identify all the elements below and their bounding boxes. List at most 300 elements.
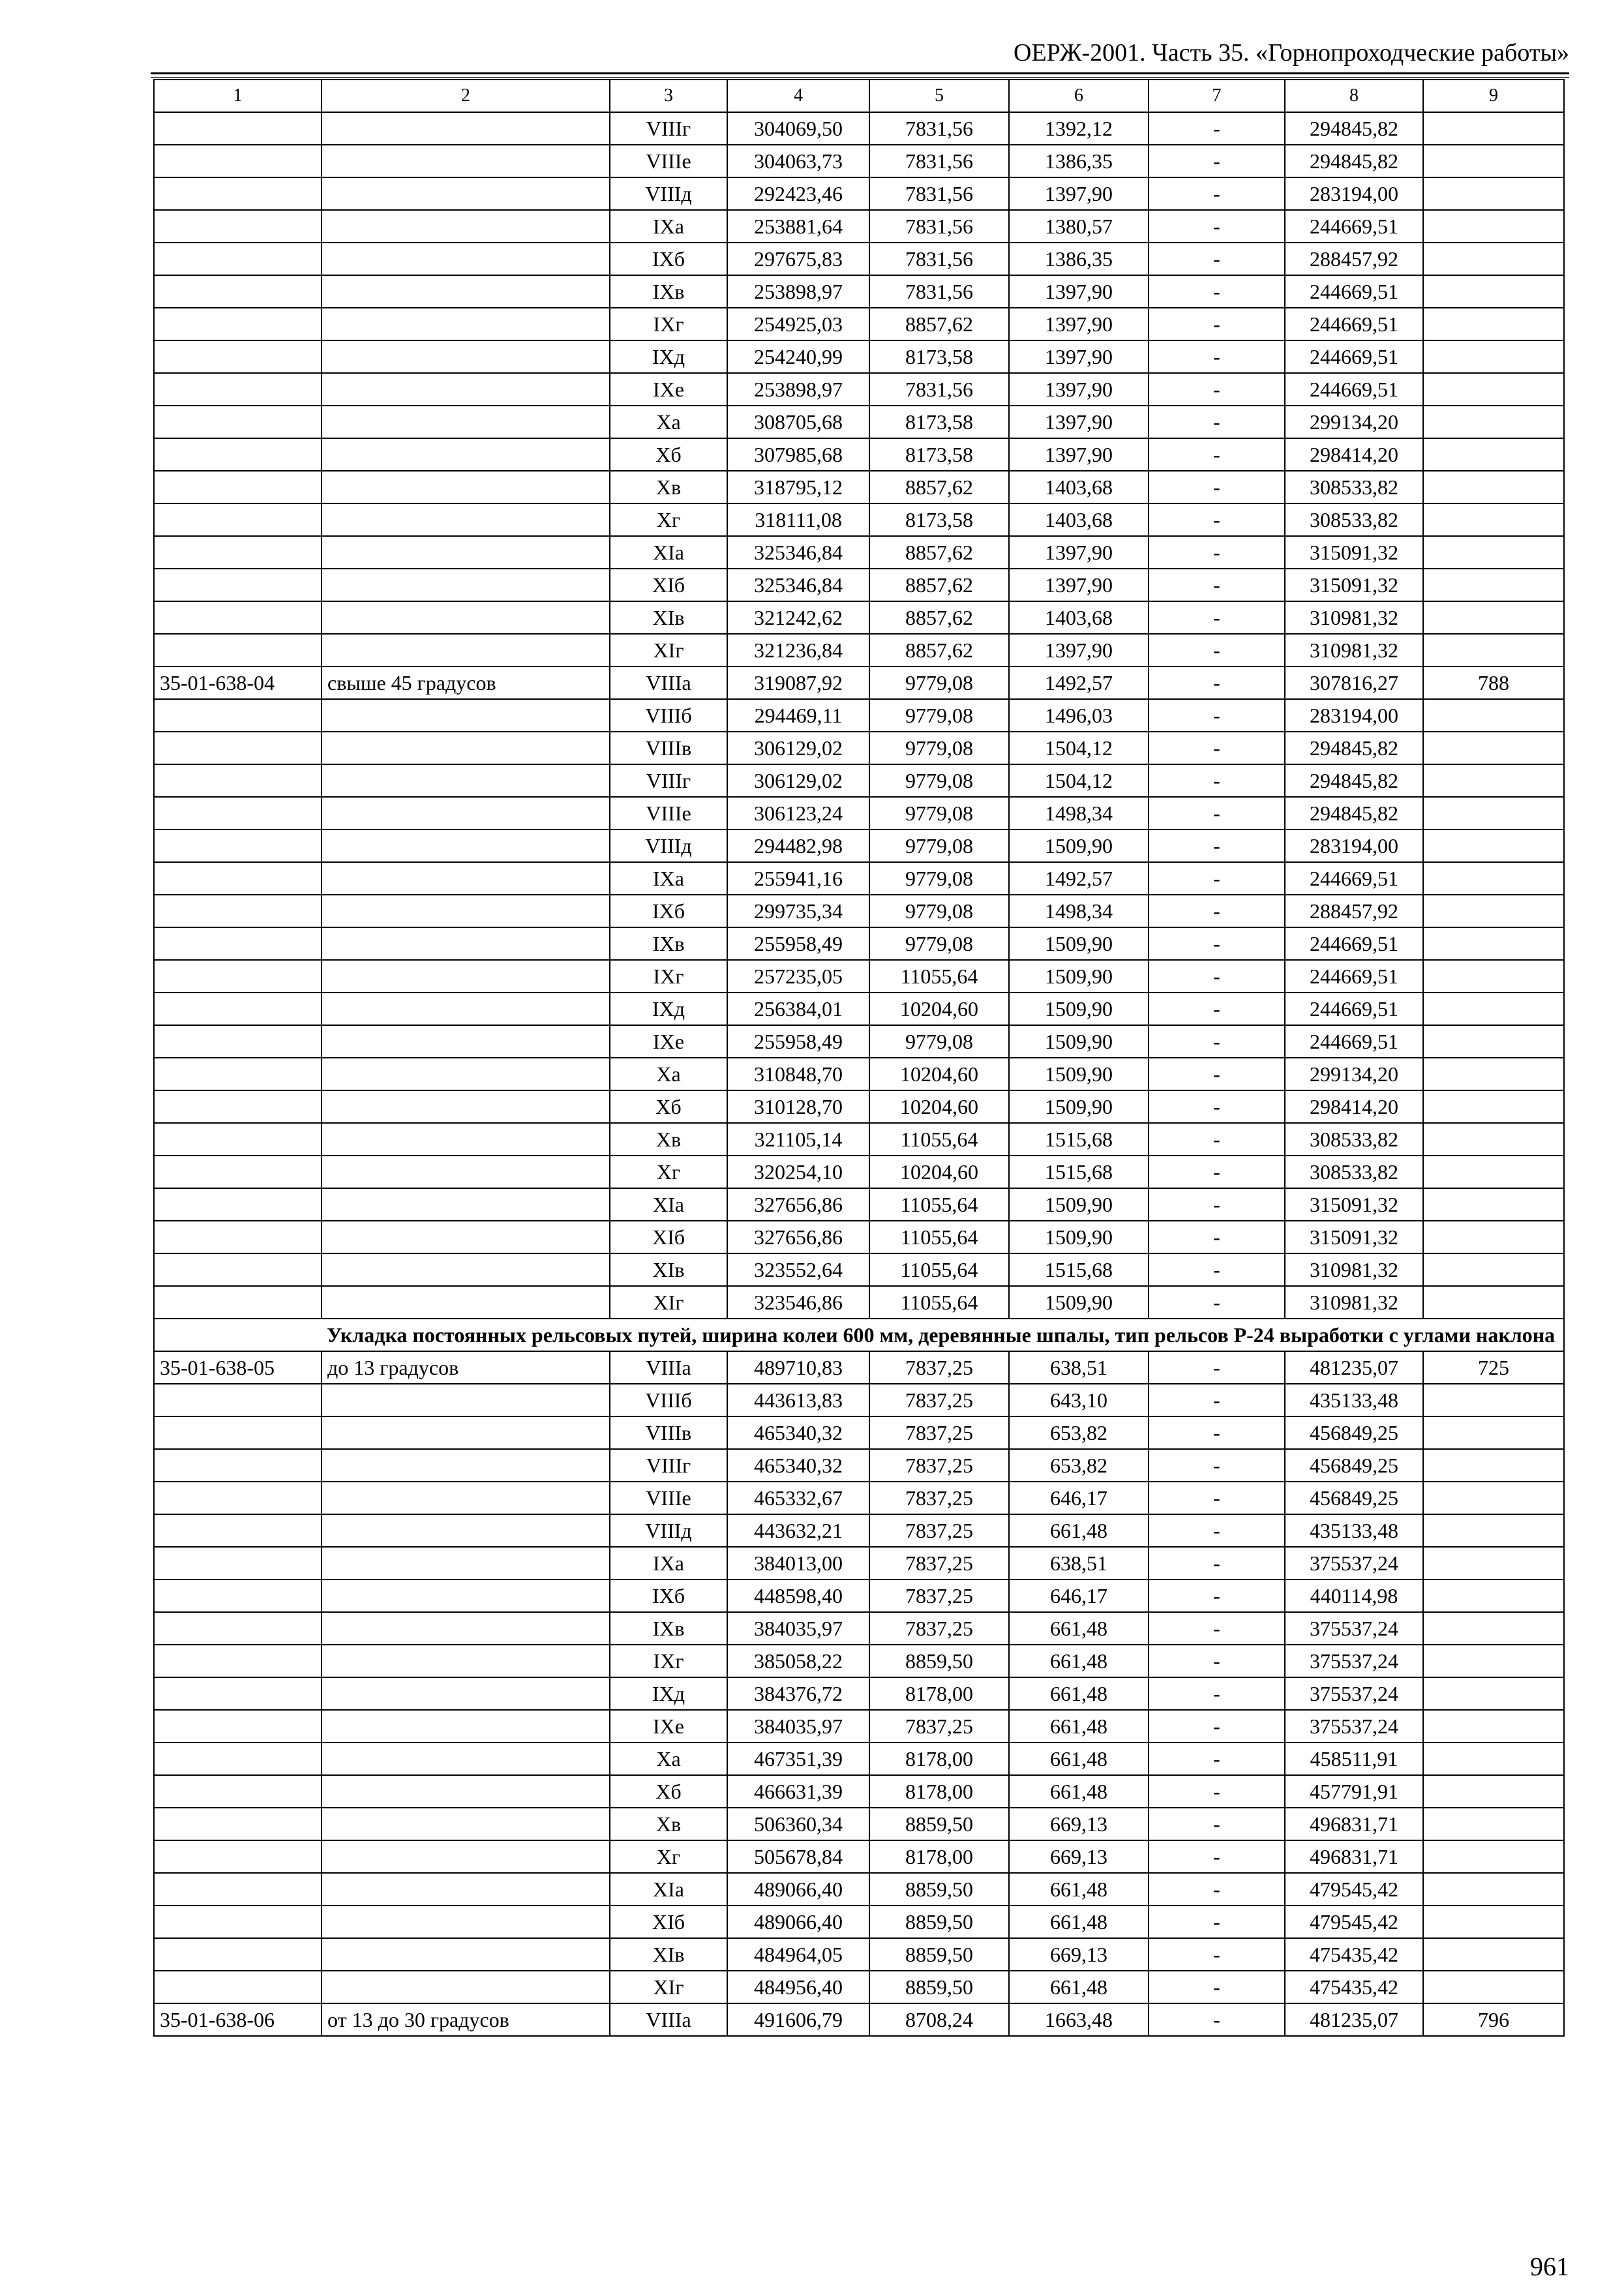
column-number: 9: [1423, 80, 1564, 112]
section-title: Укладка постоянных рельсовых путей, ширина колеи 600 мм, деревянные шпалы, тип рельсов Р-24 выработки с углами наклона: [322, 1319, 1564, 1351]
rate-code-cell: [154, 634, 322, 666]
machine-cost-cell: 1386,35: [1009, 243, 1149, 275]
operator-wage-cell: -: [1149, 1058, 1285, 1090]
column-9-cell: [1423, 1449, 1564, 1482]
category-cell: XIб: [610, 569, 727, 601]
machine-cost-cell: 1509,90: [1009, 1025, 1149, 1058]
column-9-cell: [1423, 1025, 1564, 1058]
category-cell: XIг: [610, 1971, 727, 2003]
work-name-cell: [322, 1058, 610, 1090]
rate-code-cell: [154, 1873, 322, 1906]
column-9-cell: [1423, 471, 1564, 503]
direct-cost-cell: 254240,99: [727, 340, 869, 373]
machine-cost-cell: 1397,90: [1009, 275, 1149, 308]
labor-cost-cell: 7837,25: [869, 1547, 1009, 1579]
column-9-cell: [1423, 1547, 1564, 1579]
direct-cost-cell: 443632,21: [727, 1514, 869, 1547]
work-name-cell: [322, 601, 610, 634]
category-cell: XIa: [610, 536, 727, 569]
column-9-cell: [1423, 1873, 1564, 1906]
table-row: [154, 666, 1564, 699]
table-row: [154, 243, 1564, 275]
materials-cost-cell: 315091,32: [1285, 569, 1423, 601]
work-name-cell: [322, 1612, 610, 1645]
category-cell: IXг: [610, 960, 727, 993]
direct-cost-cell: 489066,40: [727, 1873, 869, 1906]
direct-cost-cell: 506360,34: [727, 1808, 869, 1840]
column-9-cell: [1423, 503, 1564, 536]
work-name-cell: [322, 797, 610, 830]
machine-cost-cell: 1397,90: [1009, 308, 1149, 340]
materials-cost-cell: 244669,51: [1285, 340, 1423, 373]
column-9-cell: [1423, 275, 1564, 308]
column-9-cell: [1423, 830, 1564, 862]
operator-wage-cell: -: [1149, 340, 1285, 373]
table-row: [154, 275, 1564, 308]
operator-wage-cell: -: [1149, 406, 1285, 438]
category-cell: VIIIб: [610, 699, 727, 732]
rate-code-cell: [154, 699, 322, 732]
materials-cost-cell: 298414,20: [1285, 438, 1423, 471]
materials-cost-cell: 310981,32: [1285, 1253, 1423, 1286]
operator-wage-cell: -: [1149, 797, 1285, 830]
category-cell: IXг: [610, 1645, 727, 1677]
column-9-cell: [1423, 373, 1564, 406]
labor-cost-cell: 8857,62: [869, 634, 1009, 666]
column-9-cell: [1423, 764, 1564, 797]
machine-cost-cell: 638,51: [1009, 1547, 1149, 1579]
category-cell: VIIIг: [610, 112, 727, 145]
column-number: 7: [1149, 80, 1285, 112]
rate-code-cell: 35-01-638-06: [154, 2003, 322, 2036]
machine-cost-cell: 1492,57: [1009, 666, 1149, 699]
rate-code-cell: [154, 1025, 322, 1058]
work-name-cell: [322, 732, 610, 764]
direct-cost-cell: 294469,11: [727, 699, 869, 732]
table-row: [154, 699, 1564, 732]
direct-cost-cell: 310128,70: [727, 1090, 869, 1123]
direct-cost-cell: 323552,64: [727, 1253, 869, 1286]
category-cell: VIIIa: [610, 2003, 727, 2036]
labor-cost-cell: 7831,56: [869, 210, 1009, 243]
header-rule-thick: [151, 72, 1569, 74]
direct-cost-cell: 327656,86: [727, 1221, 869, 1253]
direct-cost-cell: 465332,67: [727, 1482, 869, 1514]
category-cell: IXв: [610, 927, 727, 960]
table-row: [154, 2003, 1564, 2036]
labor-cost-cell: 8173,58: [869, 406, 1009, 438]
rate-code-cell: [154, 438, 322, 471]
work-name-cell: [322, 536, 610, 569]
rate-code-cell: [154, 732, 322, 764]
materials-cost-cell: 375537,24: [1285, 1677, 1423, 1710]
materials-cost-cell: 435133,48: [1285, 1384, 1423, 1416]
labor-cost-cell: 7837,25: [869, 1384, 1009, 1416]
work-name-cell: [322, 1938, 610, 1971]
materials-cost-cell: 299134,20: [1285, 1058, 1423, 1090]
labor-cost-cell: 8857,62: [869, 308, 1009, 340]
category-cell: VIIIв: [610, 732, 727, 764]
materials-cost-cell: 307816,27: [1285, 666, 1423, 699]
work-name-cell: [322, 1514, 610, 1547]
rate-code-cell: [154, 1482, 322, 1514]
category-cell: IXд: [610, 340, 727, 373]
machine-cost-cell: 1380,57: [1009, 210, 1149, 243]
table-row: [154, 340, 1564, 373]
materials-cost-cell: 294845,82: [1285, 112, 1423, 145]
work-name-cell: [322, 993, 610, 1025]
rate-code-cell: [154, 895, 322, 927]
materials-cost-cell: 496831,71: [1285, 1840, 1423, 1873]
work-name-cell: [322, 1579, 610, 1612]
table-row: [154, 112, 1564, 145]
labor-cost-cell: 7837,25: [869, 1416, 1009, 1449]
work-name-cell: [322, 243, 610, 275]
column-9-cell: [1423, 308, 1564, 340]
direct-cost-cell: 489710,83: [727, 1351, 869, 1384]
direct-cost-cell: 304069,50: [727, 112, 869, 145]
category-cell: VIIIв: [610, 1416, 727, 1449]
materials-cost-cell: 294845,82: [1285, 145, 1423, 177]
direct-cost-cell: 489066,40: [727, 1906, 869, 1938]
labor-cost-cell: 11055,64: [869, 1221, 1009, 1253]
materials-cost-cell: 308533,82: [1285, 503, 1423, 536]
machine-cost-cell: 669,13: [1009, 1840, 1149, 1873]
materials-cost-cell: 375537,24: [1285, 1645, 1423, 1677]
direct-cost-cell: 306129,02: [727, 732, 869, 764]
labor-cost-cell: 8859,50: [869, 1906, 1009, 1938]
table-row: [154, 732, 1564, 764]
operator-wage-cell: -: [1149, 666, 1285, 699]
column-number: 6: [1009, 80, 1149, 112]
operator-wage-cell: -: [1149, 1025, 1285, 1058]
table-row: [154, 601, 1564, 634]
work-name-cell: [322, 1025, 610, 1058]
machine-cost-cell: 1403,68: [1009, 471, 1149, 503]
rate-code-cell: 35-01-638-05: [154, 1351, 322, 1384]
operator-wage-cell: -: [1149, 830, 1285, 862]
work-name-cell: [322, 1221, 610, 1253]
labor-cost-cell: 8178,00: [869, 1775, 1009, 1808]
column-9-cell: [1423, 177, 1564, 210]
materials-cost-cell: 283194,00: [1285, 699, 1423, 732]
labor-cost-cell: 7837,25: [869, 1579, 1009, 1612]
direct-cost-cell: 491606,79: [727, 2003, 869, 2036]
column-9-cell: [1423, 993, 1564, 1025]
category-cell: VIIIa: [610, 666, 727, 699]
column-number: 3: [610, 80, 727, 112]
category-cell: XIб: [610, 1906, 727, 1938]
category-cell: XIг: [610, 634, 727, 666]
column-9-cell: [1423, 1416, 1564, 1449]
labor-cost-cell: 9779,08: [869, 764, 1009, 797]
direct-cost-cell: 505678,84: [727, 1840, 869, 1873]
machine-cost-cell: 1397,90: [1009, 634, 1149, 666]
running-header: ОЕРЖ-2001. Часть 35. «Горнопроходческие работы»: [1014, 39, 1569, 67]
materials-cost-cell: 288457,92: [1285, 243, 1423, 275]
labor-cost-cell: 8859,50: [869, 1873, 1009, 1906]
table-row: [154, 1188, 1564, 1221]
materials-cost-cell: 456849,25: [1285, 1449, 1423, 1482]
materials-cost-cell: 456849,25: [1285, 1482, 1423, 1514]
column-9-cell: [1423, 1840, 1564, 1873]
materials-cost-cell: 315091,32: [1285, 536, 1423, 569]
materials-cost-cell: 244669,51: [1285, 862, 1423, 895]
rate-code-cell: [154, 1677, 322, 1710]
work-name-cell: до 13 градусов: [322, 1351, 610, 1384]
machine-cost-cell: 1509,90: [1009, 1188, 1149, 1221]
work-name-cell: [322, 373, 610, 406]
category-cell: VIIIд: [610, 830, 727, 862]
labor-cost-cell: 8857,62: [869, 601, 1009, 634]
machine-cost-cell: 1397,90: [1009, 569, 1149, 601]
category-cell: IXa: [610, 862, 727, 895]
direct-cost-cell: 484964,05: [727, 1938, 869, 1971]
table-row: [154, 1058, 1564, 1090]
column-9-cell: [1423, 112, 1564, 145]
operator-wage-cell: -: [1149, 1840, 1285, 1873]
operator-wage-cell: -: [1149, 1384, 1285, 1416]
rate-code-cell: [154, 1286, 322, 1319]
category-cell: IXб: [610, 895, 727, 927]
work-name-cell: [322, 1090, 610, 1123]
category-cell: XIв: [610, 1253, 727, 1286]
machine-cost-cell: 1509,90: [1009, 993, 1149, 1025]
column-9-cell: 788: [1423, 666, 1564, 699]
section-empty-cell: [154, 1319, 322, 1351]
column-9-cell: [1423, 1677, 1564, 1710]
machine-cost-cell: 1403,68: [1009, 503, 1149, 536]
direct-cost-cell: 256384,01: [727, 993, 869, 1025]
rate-code-cell: [154, 1710, 322, 1743]
materials-cost-cell: 475435,42: [1285, 1971, 1423, 2003]
rate-code-cell: [154, 1123, 322, 1156]
column-9-cell: [1423, 634, 1564, 666]
machine-cost-cell: 643,10: [1009, 1384, 1149, 1416]
rate-code-cell: [154, 927, 322, 960]
direct-cost-cell: 384035,97: [727, 1710, 869, 1743]
column-9-cell: [1423, 1645, 1564, 1677]
operator-wage-cell: -: [1149, 503, 1285, 536]
rate-code-cell: [154, 145, 322, 177]
rate-code-cell: [154, 536, 322, 569]
direct-cost-cell: 318795,12: [727, 471, 869, 503]
materials-cost-cell: 375537,24: [1285, 1547, 1423, 1579]
operator-wage-cell: -: [1149, 1645, 1285, 1677]
table-row: [154, 308, 1564, 340]
operator-wage-cell: -: [1149, 764, 1285, 797]
direct-cost-cell: 466631,39: [727, 1775, 869, 1808]
materials-cost-cell: 294845,82: [1285, 732, 1423, 764]
machine-cost-cell: 661,48: [1009, 1710, 1149, 1743]
work-name-cell: [322, 1677, 610, 1710]
direct-cost-cell: 255958,49: [727, 1025, 869, 1058]
direct-cost-cell: 292423,46: [727, 177, 869, 210]
rate-code-cell: [154, 1156, 322, 1188]
table-row: [154, 1123, 1564, 1156]
table-row: [154, 536, 1564, 569]
operator-wage-cell: -: [1149, 1547, 1285, 1579]
direct-cost-cell: 484956,40: [727, 1971, 869, 2003]
direct-cost-cell: 465340,32: [727, 1416, 869, 1449]
table-row: [154, 1221, 1564, 1253]
rate-code-cell: [154, 503, 322, 536]
labor-cost-cell: 8859,50: [869, 1808, 1009, 1840]
operator-wage-cell: -: [1149, 1253, 1285, 1286]
category-cell: VIIIд: [610, 1514, 727, 1547]
category-cell: Xб: [610, 1775, 727, 1808]
labor-cost-cell: 9779,08: [869, 666, 1009, 699]
rate-code-cell: [154, 1058, 322, 1090]
labor-cost-cell: 7831,56: [869, 112, 1009, 145]
labor-cost-cell: 8708,24: [869, 2003, 1009, 2036]
work-name-cell: [322, 145, 610, 177]
machine-cost-cell: 661,48: [1009, 1677, 1149, 1710]
labor-cost-cell: 9779,08: [869, 862, 1009, 895]
rate-code-cell: [154, 1775, 322, 1808]
machine-cost-cell: 646,17: [1009, 1579, 1149, 1612]
labor-cost-cell: 7837,25: [869, 1351, 1009, 1384]
materials-cost-cell: 294845,82: [1285, 797, 1423, 830]
operator-wage-cell: -: [1149, 177, 1285, 210]
table-row: [154, 1351, 1564, 1384]
table-row: [154, 1449, 1564, 1482]
work-name-cell: [322, 308, 610, 340]
operator-wage-cell: -: [1149, 275, 1285, 308]
direct-cost-cell: 306123,24: [727, 797, 869, 830]
rates-table: [153, 79, 1565, 2037]
rate-code-cell: [154, 862, 322, 895]
column-9-cell: [1423, 732, 1564, 764]
labor-cost-cell: 7837,25: [869, 1710, 1009, 1743]
work-name-cell: [322, 1547, 610, 1579]
materials-cost-cell: 299134,20: [1285, 406, 1423, 438]
table-row: [154, 1482, 1564, 1514]
table-row: [154, 634, 1564, 666]
materials-cost-cell: 475435,42: [1285, 1938, 1423, 1971]
column-9-cell: [1423, 1221, 1564, 1253]
direct-cost-cell: 443613,83: [727, 1384, 869, 1416]
operator-wage-cell: -: [1149, 1514, 1285, 1547]
machine-cost-cell: 1504,12: [1009, 764, 1149, 797]
rate-code-cell: [154, 1090, 322, 1123]
labor-cost-cell: 8173,58: [869, 340, 1009, 373]
table-row: [154, 764, 1564, 797]
machine-cost-cell: 661,48: [1009, 1775, 1149, 1808]
work-name-cell: [322, 634, 610, 666]
machine-cost-cell: 1504,12: [1009, 732, 1149, 764]
materials-cost-cell: 479545,42: [1285, 1873, 1423, 1906]
materials-cost-cell: 244669,51: [1285, 275, 1423, 308]
direct-cost-cell: 319087,92: [727, 666, 869, 699]
operator-wage-cell: -: [1149, 1286, 1285, 1319]
machine-cost-cell: 1386,35: [1009, 145, 1149, 177]
direct-cost-cell: 306129,02: [727, 764, 869, 797]
category-cell: XIв: [610, 601, 727, 634]
table-row: [154, 1873, 1564, 1906]
direct-cost-cell: 320254,10: [727, 1156, 869, 1188]
category-cell: VIIIе: [610, 797, 727, 830]
operator-wage-cell: -: [1149, 699, 1285, 732]
labor-cost-cell: 10204,60: [869, 993, 1009, 1025]
table-row: [154, 1286, 1564, 1319]
labor-cost-cell: 8173,58: [869, 503, 1009, 536]
table-row: [154, 1253, 1564, 1286]
materials-cost-cell: 244669,51: [1285, 308, 1423, 340]
operator-wage-cell: -: [1149, 1416, 1285, 1449]
direct-cost-cell: 321105,14: [727, 1123, 869, 1156]
operator-wage-cell: -: [1149, 1906, 1285, 1938]
table-row: [154, 960, 1564, 993]
direct-cost-cell: 253898,97: [727, 373, 869, 406]
column-9-cell: [1423, 927, 1564, 960]
work-name-cell: [322, 438, 610, 471]
rate-code-cell: [154, 1384, 322, 1416]
operator-wage-cell: -: [1149, 1743, 1285, 1775]
work-name-cell: [322, 569, 610, 601]
column-9-cell: [1423, 1286, 1564, 1319]
work-name-cell: [322, 471, 610, 503]
category-cell: VIIIе: [610, 1482, 727, 1514]
machine-cost-cell: 1663,48: [1009, 2003, 1149, 2036]
column-9-cell: [1423, 438, 1564, 471]
category-cell: Xг: [610, 1840, 727, 1873]
machine-cost-cell: 638,51: [1009, 1351, 1149, 1384]
machine-cost-cell: 1509,90: [1009, 1058, 1149, 1090]
machine-cost-cell: 1397,90: [1009, 373, 1149, 406]
category-cell: VIIIa: [610, 1351, 727, 1384]
column-9-cell: [1423, 960, 1564, 993]
operator-wage-cell: -: [1149, 243, 1285, 275]
table-row: [154, 1938, 1564, 1971]
machine-cost-cell: 1509,90: [1009, 1090, 1149, 1123]
work-name-cell: [322, 340, 610, 373]
labor-cost-cell: 8178,00: [869, 1677, 1009, 1710]
labor-cost-cell: 7837,25: [869, 1514, 1009, 1547]
rate-code-cell: [154, 601, 322, 634]
category-cell: IXг: [610, 308, 727, 340]
machine-cost-cell: 661,48: [1009, 1514, 1149, 1547]
column-9-cell: [1423, 895, 1564, 927]
rate-code-cell: [154, 830, 322, 862]
column-9-cell: [1423, 1906, 1564, 1938]
table-row: [154, 1025, 1564, 1058]
column-9-cell: [1423, 1058, 1564, 1090]
table-row: [154, 1840, 1564, 1873]
labor-cost-cell: 11055,64: [869, 1188, 1009, 1221]
labor-cost-cell: 8178,00: [869, 1840, 1009, 1873]
table-row: [154, 177, 1564, 210]
materials-cost-cell: 457791,91: [1285, 1775, 1423, 1808]
work-name-cell: [322, 503, 610, 536]
machine-cost-cell: 1498,34: [1009, 895, 1149, 927]
labor-cost-cell: 9779,08: [869, 699, 1009, 732]
labor-cost-cell: 9779,08: [869, 895, 1009, 927]
category-cell: Xв: [610, 471, 727, 503]
table-row: [154, 145, 1564, 177]
direct-cost-cell: 384376,72: [727, 1677, 869, 1710]
operator-wage-cell: -: [1149, 960, 1285, 993]
table-row: [154, 1775, 1564, 1808]
rate-code-cell: [154, 1840, 322, 1873]
operator-wage-cell: -: [1149, 1612, 1285, 1645]
category-cell: Xв: [610, 1808, 727, 1840]
rate-code-cell: [154, 1645, 322, 1677]
category-cell: Xв: [610, 1123, 727, 1156]
materials-cost-cell: 294845,82: [1285, 764, 1423, 797]
operator-wage-cell: -: [1149, 569, 1285, 601]
work-name-cell: [322, 1286, 610, 1319]
